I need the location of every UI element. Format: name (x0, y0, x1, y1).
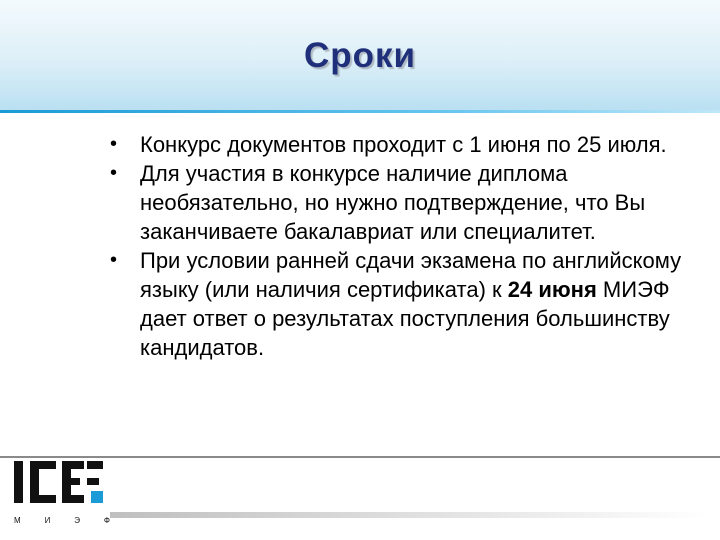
bullet-item (110, 130, 695, 159)
logo-letter: М (14, 516, 21, 525)
bullet-icon: • (110, 162, 118, 184)
logo-letter: Ф (103, 516, 110, 525)
header-divider (0, 110, 720, 113)
logo-caption (14, 516, 110, 525)
slide-title: Сроки (303, 36, 417, 75)
icef-logo (14, 459, 104, 505)
bullet-item (110, 246, 695, 362)
bullet-text-bold-date: 24 июня (507, 277, 597, 302)
bullet-text: Для участия в конкурсе наличие диплома необязательно, но нужно подтверждение, что Вы заканчиваете бакалавриат или специалитет. (140, 161, 646, 244)
bullet-icon: • (110, 249, 118, 271)
logo-accent (91, 491, 103, 503)
logo-letter: Э (74, 516, 80, 525)
bullet-list (110, 130, 695, 362)
slide-content (110, 130, 695, 362)
footer-shadow (110, 512, 710, 518)
bullet-text-before: При условии ранней сдачи экзамена по английскому языку (или наличия сертификата) к (140, 248, 682, 302)
slide-footer (0, 456, 720, 540)
logo-letter: И (44, 516, 51, 525)
bullet-icon: • (110, 133, 118, 155)
bullet-text: Конкурс документов проходит с 1 июня по 25 июля. (140, 132, 667, 157)
bullet-text-after: МИЭФ дает ответ о результатах поступления большинству кандидатов. (140, 277, 670, 360)
bullet-item (110, 159, 695, 246)
footer-divider (0, 456, 720, 458)
logo-mark (14, 461, 103, 503)
